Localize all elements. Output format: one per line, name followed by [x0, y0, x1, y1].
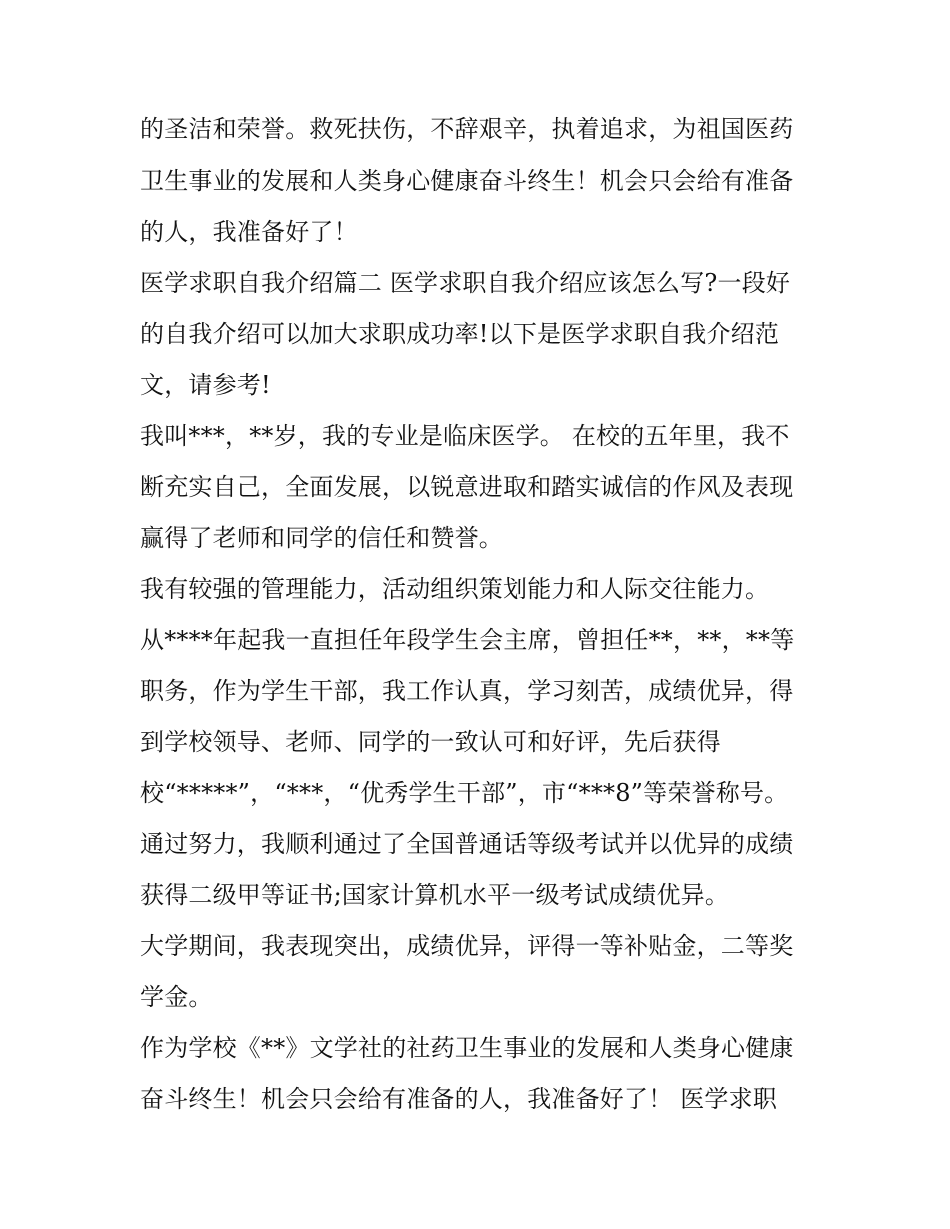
- text-line: 校“*****”，“***，“优秀学生干部”，市“***8”等荣誉称号。: [140, 779, 789, 807]
- text-line: 我有较强的管理能力，活动组织策划能力和人际交往能力。: [140, 575, 770, 603]
- text-line: 文，请参考!: [140, 371, 271, 399]
- text-line: 我叫***，**岁，我的专业是临床医学。 在校的五年里，我不: [140, 422, 790, 450]
- text-line: 赢得了老师和同学的信任和赞誉。: [140, 524, 503, 552]
- text-line: 的人，我准备好了！: [140, 218, 358, 246]
- text-line: 医学求职自我介绍篇二 医学求职自我介绍应该怎么写?一段好: [140, 269, 791, 297]
- text-line: 奋斗终生！机会只会给有准备的人，我准备好了！ 医学求职: [140, 1085, 778, 1113]
- text-line: 断充实自己，全面发展，以锐意进取和踏实诚信的作风及表现: [140, 473, 794, 501]
- text-line: 通过努力，我顺利通过了全国普通话等级考试并以优异的成绩: [140, 830, 794, 858]
- text-line: 的自我介绍可以加大求职成功率!以下是医学求职自我介绍范: [140, 320, 780, 348]
- text-line: 作为学校《**》文学社的社药卫生事业的发展和人类身心健康: [140, 1034, 794, 1062]
- text-line: 学金。: [140, 983, 213, 1011]
- text-line: 大学期间，我表现突出，成绩优异，评得一等补贴金，二等奖: [140, 932, 794, 960]
- text-line: 职务，作为学生干部，我工作认真，学习刻苦，成绩优异，得: [140, 677, 794, 705]
- text-line: 的圣洁和荣誉。救死扶伤，不辞艰辛，执着追求，为祖国医药: [140, 115, 794, 143]
- text-line: 从****年起我一直担任年段学生会主席，曾担任**，**，**等: [140, 626, 795, 654]
- text-line: 卫生事业的发展和人类身心健康奋斗终生！机会只会给有准备: [140, 167, 794, 195]
- text-line: 获得二级甲等证书;国家计算机水平一级考试成绩优异。: [140, 881, 730, 909]
- text-line: 到学校领导、老师、同学的一致认可和好评，先后获得: [140, 728, 721, 756]
